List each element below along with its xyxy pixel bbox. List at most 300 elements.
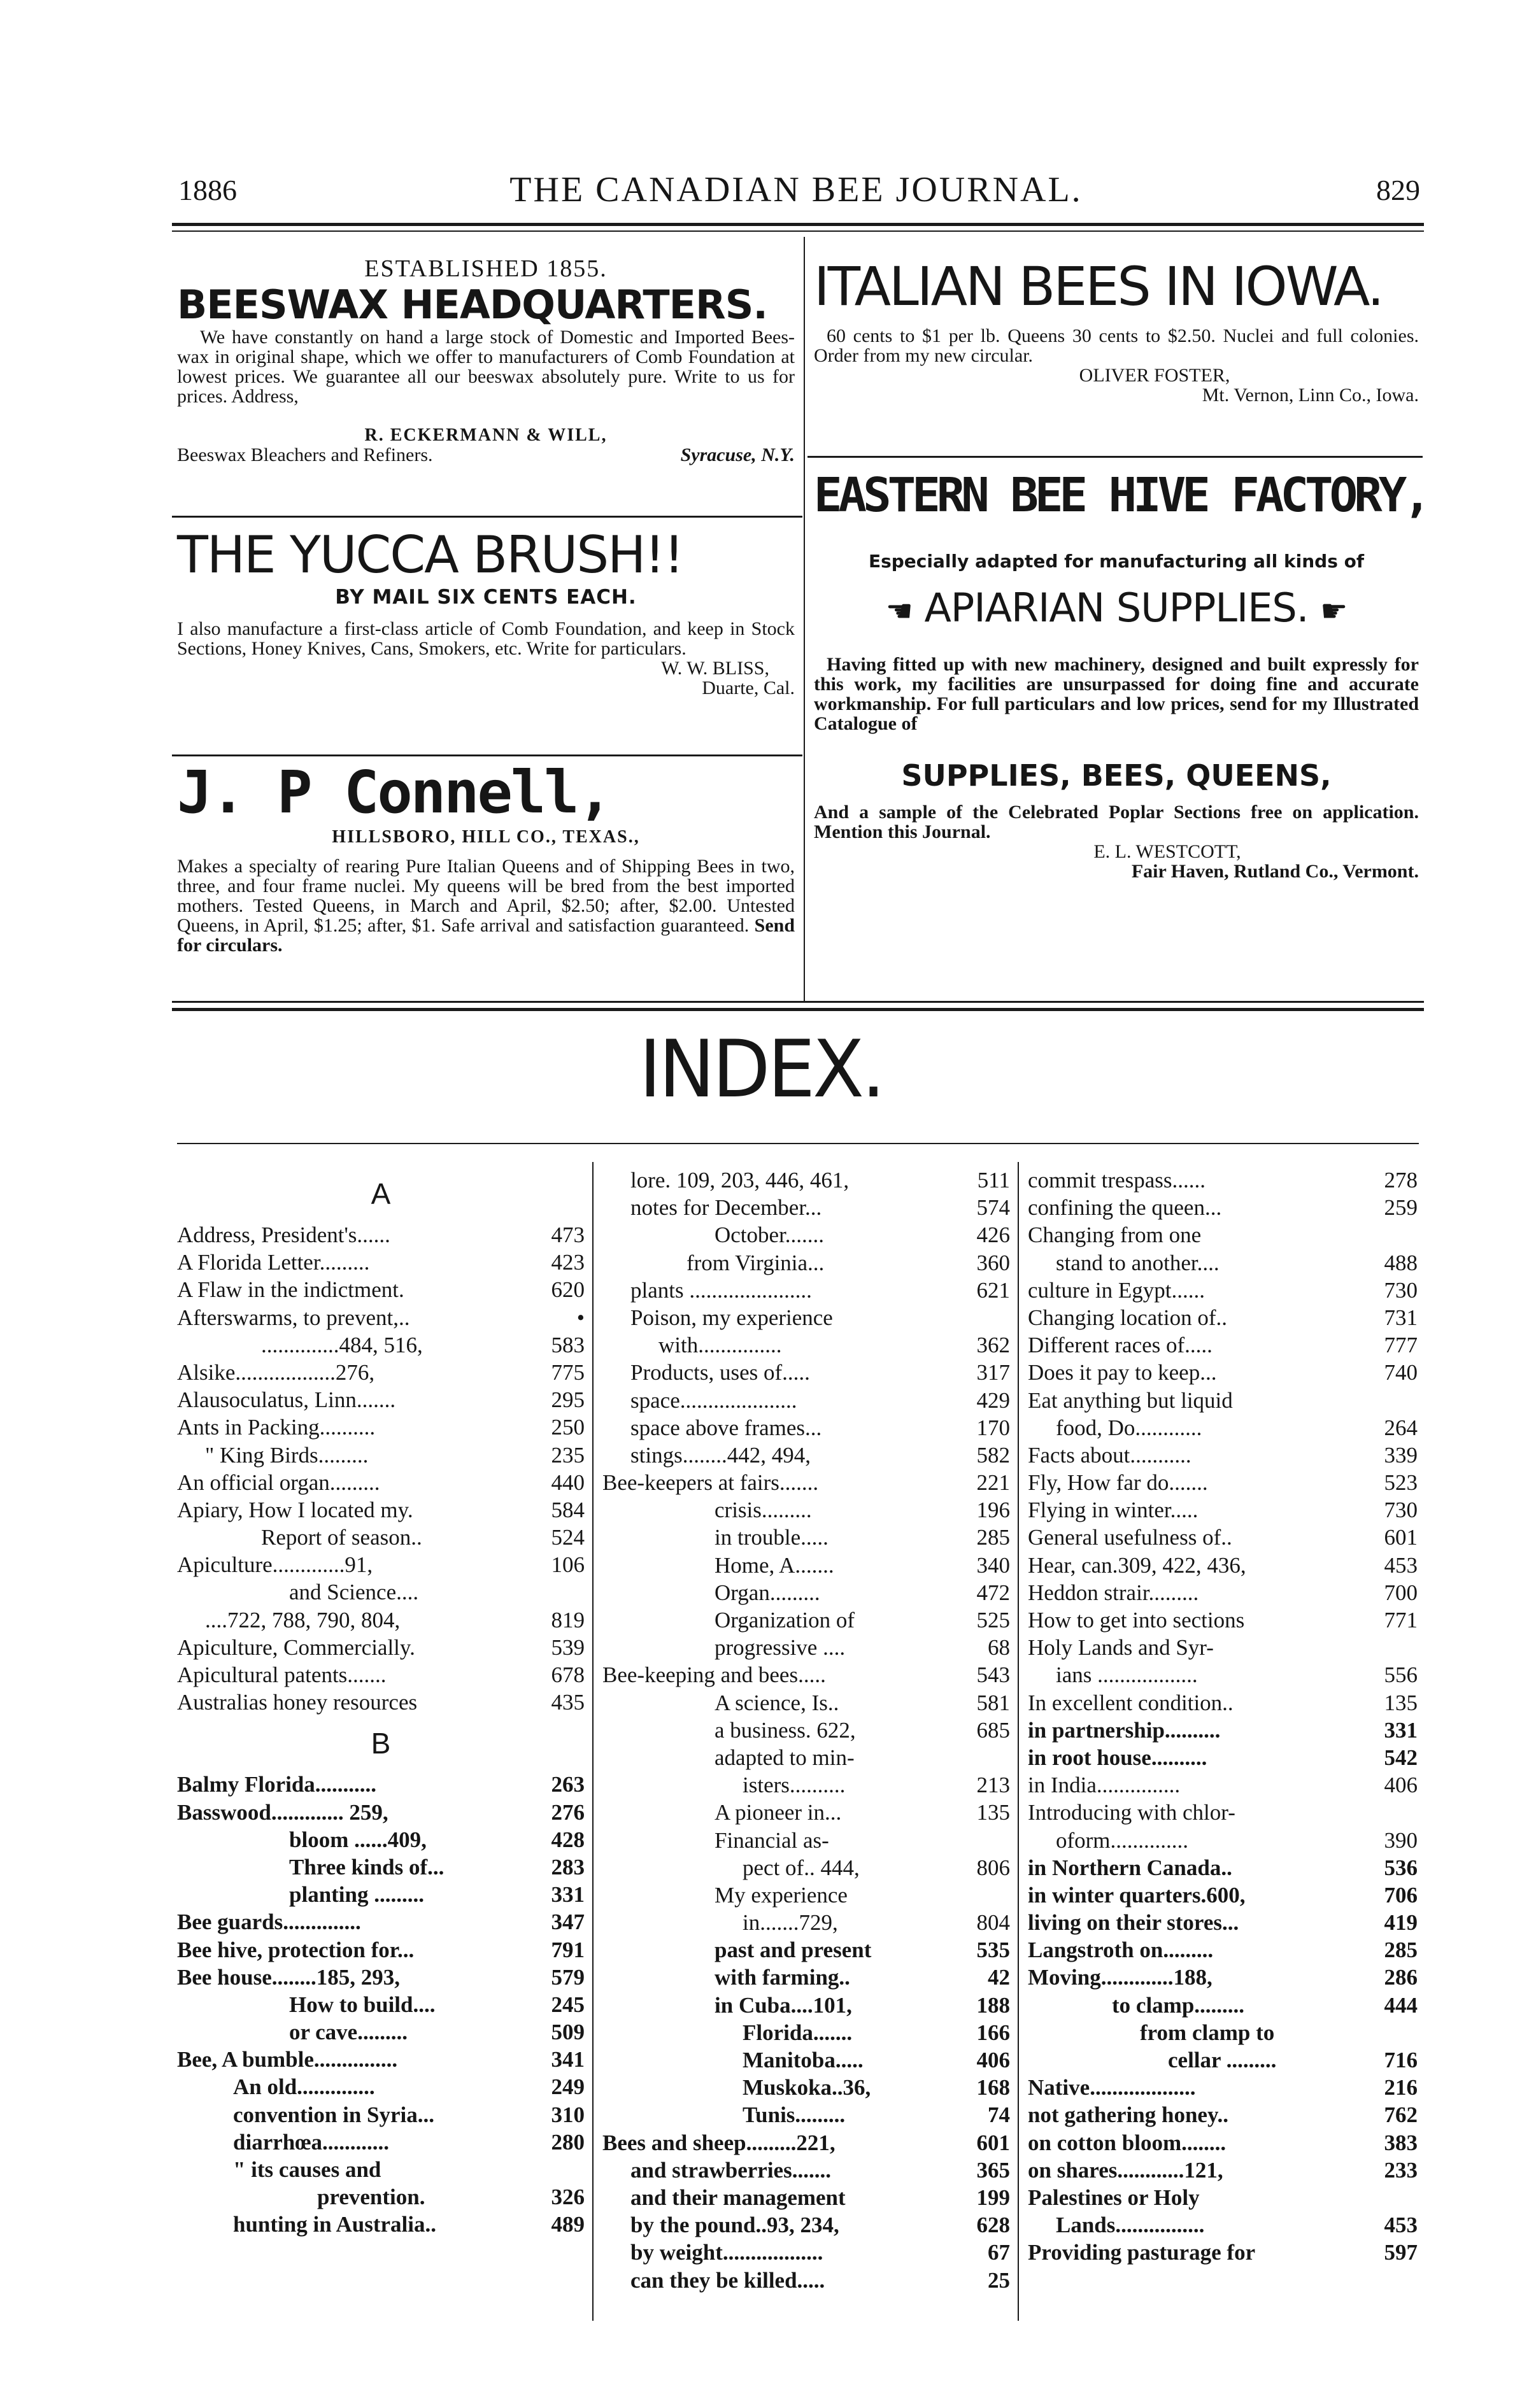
index-entry-page: 383 [1384, 2130, 1418, 2155]
index-entry [1028, 1524, 1418, 1551]
index-entry [1028, 1964, 1418, 1991]
index-entry-topic: Introducing with chlor- [1028, 1800, 1235, 1825]
index-entry-topic: on cotton bloom........ [1028, 2130, 1227, 2155]
index-entry [602, 1661, 1010, 1689]
index-entry-page: 419 [1384, 1910, 1418, 1936]
index-entry [1028, 1277, 1418, 1304]
ad-eastern-place: Fair Haven, Rutland Co., Vermont. [1131, 861, 1419, 882]
index-entry-topic: Palestines or Holy [1028, 2185, 1200, 2210]
index-entry-page: 601 [1384, 1525, 1418, 1550]
index-entry-topic: cellar ......... [1168, 2048, 1277, 2072]
index-entry-page: 700 [1384, 1580, 1418, 1605]
index-entry-topic: Fly, How far do....... [1028, 1470, 1208, 1496]
index-entry-page: 347 [551, 1909, 585, 1935]
index-entry [602, 2129, 1010, 2157]
index-entry-page: 581 [976, 1690, 1010, 1715]
index-entry-page: 440 [551, 1470, 585, 1495]
index-entry [602, 1414, 1010, 1441]
index-entry-page: 740 [1384, 1360, 1418, 1385]
index-entry-page: 285 [1384, 1937, 1418, 1963]
index-entry-page: 536 [1384, 1855, 1418, 1880]
index-entry-topic: Address, President's...... [177, 1222, 390, 1247]
index-entry [1028, 1827, 1418, 1854]
index-entry-topic: Holy Lands and Syr- [1028, 1635, 1214, 1661]
index-section-letter: B [371, 1727, 391, 1760]
index-entry-topic: An old.............. [233, 2074, 375, 2100]
index-entry-topic: in Cuba....101, [715, 1992, 852, 2018]
index-entry-page: 341 [551, 2047, 585, 2072]
index-entry [177, 2046, 585, 2073]
index-entry [602, 1331, 1010, 1359]
index-entry [1028, 1579, 1418, 1606]
index-entry-topic: a business. 622, [715, 1717, 856, 1743]
index-entry [602, 1909, 1010, 1936]
index-entry [602, 1827, 1010, 1854]
ad-yucca-headline: THE YUCCA BRUSH!! [177, 525, 683, 584]
index-entry [177, 1221, 585, 1249]
index-entry-topic: Changing from one [1028, 1222, 1202, 1248]
index-entry-topic: to clamp......... [1112, 1992, 1245, 2018]
index-entry [602, 1992, 1010, 2019]
index-entry-topic: hunting in Australia.. [233, 2212, 436, 2237]
index-entry-page: 339 [1384, 1442, 1418, 1468]
index-entry-page: 286 [1384, 1965, 1418, 1990]
index-column-divider [1018, 1162, 1019, 2321]
index-entry [602, 1194, 1010, 1221]
index-entry [602, 1689, 1010, 1717]
index-entry-topic: How to get into sections [1028, 1608, 1245, 1632]
index-entry-topic: Hear, can.309, 422, 436, [1028, 1552, 1246, 1578]
index-entry-topic: adapted to min- [715, 1745, 855, 1770]
index-entry [1028, 2019, 1418, 2046]
index-entry [1028, 2129, 1418, 2157]
ad-eastern-headline3: SUPPLIES, BEES, QUEENS, [901, 758, 1332, 793]
ad-italian-place: Mt. Vernon, Linn Co., Iowa. [1202, 385, 1419, 406]
index-entry-topic: A Florida Letter......... [177, 1250, 370, 1275]
index-entry-topic: commit trespass...... [1028, 1168, 1206, 1193]
index-entry [602, 2239, 1010, 2266]
index-entry [602, 1441, 1010, 1469]
index-entry [1028, 1304, 1418, 1331]
index-entry-topic: Apiculture, Commercially. [177, 1634, 415, 1660]
ad-yucca-brush [177, 526, 795, 698]
ad-italian-body: 60 cents to $1 per lb. Queens 30 cents to $2.50. Nuclei and full colonies. Order from my new circular. [814, 325, 1419, 366]
index-entry-topic: Eat anything but liquid [1028, 1387, 1233, 1413]
index-entry-page: 362 [976, 1333, 1010, 1358]
index-entry [1028, 1634, 1418, 1661]
header-rule-thin [172, 230, 1424, 232]
index-column-2 [602, 1166, 1010, 2294]
index-entry-topic: Bee house........185, 293, [177, 1964, 400, 1990]
index-entry [1028, 1717, 1418, 1744]
ad-italian-name: OLIVER FOSTER, [1079, 365, 1230, 386]
ad-yucca-name: W. W. BLISS, [661, 658, 769, 679]
index-entry [602, 2184, 1010, 2211]
index-entry-topic: lore. 109, 203, 446, 461, [630, 1168, 850, 1193]
index-entry-page: 628 [976, 2213, 1010, 2238]
ad-eastern-body: Having fitted up with new machinery, designed and built expressly for this work, my facilities are unsurpassed for doing fine and accurate workmanship. For full particulars and low prices, send for my Illustrated Catalogue of [814, 654, 1419, 734]
index-title: INDEX. [639, 1023, 883, 1115]
index-entry-page: 556 [1384, 1662, 1418, 1688]
ad-beeswax-footer [177, 445, 795, 465]
ads-bottom-rule [172, 1008, 1424, 1011]
index-entry [1028, 1992, 1418, 2019]
index-entry-page: 535 [976, 1937, 1010, 1963]
page-header [172, 169, 1420, 214]
ad-italian-headline: ITALIAN BEES IN IOWA. [814, 255, 1383, 318]
index-entry-topic: Does it pay to keep... [1028, 1360, 1217, 1385]
index-entry-topic: in winter quarters.600, [1028, 1882, 1246, 1908]
index-entry-page: 331 [551, 1882, 585, 1908]
index-entry [177, 1413, 585, 1441]
index-entry [602, 2267, 1010, 2294]
index-entry-topic: Apicultural patents....... [177, 1662, 387, 1687]
index-entry-topic: A science, Is.. [715, 1690, 839, 1715]
ad-eastern-factory [814, 465, 1428, 882]
index-entry-topic: and Science.... [289, 1580, 419, 1605]
index-entry-page: 196 [976, 1498, 1010, 1523]
index-entry-topic: diarrhœa............ [233, 2129, 389, 2155]
index-entry-topic: food, Do............ [1056, 1415, 1202, 1440]
index-entry-topic: Facts about........... [1028, 1442, 1191, 1468]
index-entry-topic: in trouble..... [715, 1525, 829, 1550]
index-entry [177, 2128, 585, 2156]
index-entry-page: 106 [551, 1552, 585, 1578]
index-entry-topic: Organization of [715, 1608, 855, 1632]
index-entry [602, 1606, 1010, 1634]
index-entry [602, 1744, 1010, 1771]
ad-italian-bees [814, 255, 1419, 405]
index-entry-page: 406 [976, 2048, 1010, 2072]
index-entry [1028, 1552, 1418, 1579]
index-entry-topic: Alausoculatus, Linn....... [177, 1387, 396, 1413]
ad-eastern-body2: And a sample of the Celebrated Poplar Sections free on application. Mention this Journal. [814, 802, 1419, 842]
index-entry-topic: Bee hive, protection for... [177, 1937, 415, 1962]
ad-connell-text: Makes a specialty of rearing Pure Italian Queens and of Shipping Bees in two, three, and four frame nuclei. My queens will be bred from the best imported mothers. Tested Queens, in March and April, $2.50; after, $2.00. Untested Queens, in April, $1.25; after, $1. Safe arrival and satisfaction guaranteed. [177, 856, 795, 936]
index-entry-page: 435 [551, 1690, 585, 1715]
index-entry-topic: with farming.. [715, 1965, 850, 1990]
index-entry-topic: Bee guards.............. [177, 1909, 361, 1935]
ad-beeswax-headline: BEESWAX HEADQUARTERS. [177, 281, 767, 328]
ad-yucca-sub: BY MAIL SIX CENTS EACH. [335, 586, 637, 609]
index-entry-page: 426 [976, 1222, 1010, 1248]
index-entry [602, 1881, 1010, 1909]
index-entry-topic: past and present [715, 1937, 872, 1963]
index-entry [177, 1771, 585, 1798]
index-entry-page: 730 [1384, 1498, 1418, 1523]
index-entry [177, 1441, 585, 1469]
index-entry-topic: in India............... [1028, 1773, 1181, 1798]
index-entry-topic: Report of season.. [261, 1525, 422, 1550]
index-entry [602, 1717, 1010, 1744]
index-entry-topic: Tunis......... [743, 2102, 846, 2128]
index-entry-page: 716 [1384, 2048, 1418, 2072]
index-entry [1028, 2101, 1418, 2128]
index-entry-page: 777 [1384, 1333, 1418, 1358]
index-rule [177, 1143, 1419, 1144]
index-entry [177, 1359, 585, 1386]
index-entry [602, 1771, 1010, 1799]
index-entry [177, 2211, 585, 2238]
index-entry-page: 259 [1384, 1195, 1418, 1221]
index-entry-page: 166 [976, 2020, 1010, 2045]
index-entry-page: 74 [988, 2102, 1010, 2128]
index-entry-page: 539 [551, 1634, 585, 1660]
index-entry [602, 1936, 1010, 1964]
index-entry-page: 25 [988, 2267, 1010, 2293]
index-entry-topic: ....722, 788, 790, 804, [205, 1607, 401, 1632]
index-entry-page: 317 [976, 1360, 1010, 1385]
index-entry-page: 283 [551, 1854, 585, 1880]
index-entry-topic: with............... [658, 1333, 782, 1358]
index-entry-topic: Flying in winter..... [1028, 1498, 1198, 1523]
index-entry [177, 1496, 585, 1524]
index-entry-topic: Poison, my experience [630, 1305, 833, 1330]
index-entry [1028, 1799, 1418, 1826]
index-entry-page: 685 [976, 1717, 1010, 1743]
index-entry-page: 582 [976, 1442, 1010, 1468]
index-entry-topic: space..................... [630, 1387, 797, 1413]
index-entry-topic: plants ...................... [630, 1277, 812, 1303]
ad-eastern-supplies [814, 584, 1419, 635]
ad-separator [172, 754, 802, 756]
index-entry [1028, 2211, 1418, 2239]
index-entry-page: 68 [988, 1635, 1010, 1661]
index-entry [602, 1964, 1010, 1991]
ad-connell-headline: J. P Connell, [177, 758, 611, 826]
index-column-divider [592, 1162, 594, 2321]
index-entry-page: 310 [551, 2102, 585, 2127]
index-entry-topic: Moving.............188, [1028, 1965, 1213, 1990]
index-entry [177, 1386, 585, 1413]
index-entry-topic: and their management [630, 2185, 846, 2210]
journal-title: THE CANADIAN BEE JOURNAL. [509, 170, 1083, 209]
index-entry-topic: Balmy Florida........... [177, 1772, 377, 1797]
index-entry-page: 473 [551, 1222, 585, 1247]
index-entry-topic: planting ......... [289, 1882, 424, 1908]
index-entry-topic: space above frames... [630, 1415, 822, 1440]
index-entry-page: • [576, 1305, 585, 1330]
index-entry-topic: confining the queen... [1028, 1195, 1222, 1221]
index-entry-topic: Three kinds of... [289, 1854, 445, 1880]
index-entry [1028, 1854, 1418, 1881]
index-entry [177, 1276, 585, 1303]
index-entry-topic: October....... [715, 1222, 825, 1248]
index-entry-page: 620 [551, 1277, 585, 1303]
index-entry-topic: An official organ......... [177, 1470, 380, 1495]
ad-connell-body [177, 856, 795, 955]
index-entry [1028, 1771, 1418, 1799]
index-entry-topic: crisis......... [715, 1498, 812, 1523]
hand-pointer-icon: ☚ [885, 593, 913, 629]
index-entry [177, 2101, 585, 2128]
index-entry [1028, 2184, 1418, 2211]
ad-beeswax-firm: R. ECKERMANN & WILL, [364, 425, 608, 445]
index-entry-page: 775 [551, 1359, 585, 1385]
index-entry-topic: in partnership.......... [1028, 1717, 1221, 1743]
ad-beeswax-trade: Beeswax Bleachers and Refiners. [177, 444, 433, 465]
index-entry-page: 453 [1384, 2213, 1418, 2238]
index-entry-topic: Bee-keeping and bees..... [602, 1662, 826, 1688]
index-entry [602, 2101, 1010, 2128]
index-entry-page: 574 [976, 1195, 1010, 1221]
ad-eastern-headline: EASTERN BEE HIVE FACTORY, [814, 468, 1428, 523]
index-entry-topic: pect of.. 444, [743, 1855, 860, 1880]
index-entry-topic: stand to another.... [1056, 1250, 1220, 1275]
index-entry [177, 1991, 585, 2018]
index-entry [1028, 1496, 1418, 1524]
index-entry-topic: ..............484, 516, [261, 1332, 423, 1357]
index-entry-page: 221 [976, 1470, 1010, 1496]
index-entry-page: 525 [976, 1608, 1010, 1632]
index-entry-page: 489 [551, 2212, 585, 2237]
index-entry-topic: A pioneer in... [715, 1800, 842, 1825]
index-entry [602, 2157, 1010, 2184]
index-entry-topic: and strawberries....... [630, 2157, 831, 2183]
index-entry [177, 1799, 585, 1826]
index-entry [1028, 2046, 1418, 2074]
index-entry-topic: My experience [715, 1882, 848, 1908]
index-entry-topic: Bees and sheep.........221, [602, 2130, 836, 2155]
index-entry-topic: Different races of..... [1028, 1333, 1213, 1358]
index-entry-topic: " its causes and [233, 2157, 381, 2182]
index-entry-page: 360 [976, 1250, 1010, 1275]
index-entry [177, 2156, 585, 2183]
index-entry-page: 390 [1384, 1827, 1418, 1853]
page-number: 829 [1376, 174, 1420, 206]
index-entry [1028, 1387, 1418, 1414]
index-entry-page: 250 [551, 1415, 585, 1440]
index-entry-topic: Apiary, How I located my. [177, 1497, 413, 1522]
index-entry [602, 1552, 1010, 1579]
index-entry-topic: by the pound..93, 234, [630, 2213, 839, 2238]
index-entry-page: 406 [1384, 1773, 1418, 1798]
index-entry-topic: In excellent condition.. [1028, 1690, 1234, 1715]
index-entry-topic: in Northern Canada.. [1028, 1855, 1232, 1880]
index-entry-topic: notes for December... [630, 1195, 822, 1221]
ad-eastern-name: E. L. WESTCOTT, [1093, 841, 1241, 862]
ad-connell-cta: Send for circulars. [177, 915, 795, 956]
index-entry-topic: A Flaw in the indictment. [177, 1277, 404, 1303]
index-entry-page: 42 [988, 1965, 1010, 1990]
index-entry-topic: General usefulness of.. [1028, 1525, 1232, 1550]
index-entry-topic: " King Birds......... [205, 1442, 369, 1468]
index-entry-topic: Afterswarms, to prevent,.. [177, 1305, 410, 1330]
index-entry [177, 1908, 585, 1936]
index-entry [1028, 2157, 1418, 2184]
index-entry-page: 331 [1384, 1717, 1418, 1743]
ad-beeswax-established: ESTABLISHED 1855. [364, 255, 608, 282]
index-entry-page: 472 [976, 1580, 1010, 1605]
index-entry [177, 1304, 585, 1331]
index-entry-topic: ians .................. [1056, 1662, 1198, 1688]
ad-separator [172, 516, 802, 518]
index-entry-page: 135 [976, 1800, 1010, 1825]
index-entry-page: 429 [976, 1387, 1010, 1413]
index-entry [602, 1854, 1010, 1881]
index-entry-topic: stings........442, 494, [630, 1442, 811, 1468]
index-entry-topic: prevention. [317, 2185, 425, 2210]
index-entry-topic: Muskoka..36, [743, 2075, 871, 2100]
index-entry-page: 509 [551, 2020, 585, 2045]
index-entry [1028, 1331, 1418, 1359]
index-entry-page: 285 [976, 1525, 1010, 1550]
index-entry-page: 523 [1384, 1470, 1418, 1496]
index-entry-topic: Native................... [1028, 2075, 1196, 2100]
index-entry-topic: Florida....... [743, 2020, 853, 2045]
index-entry-page: 249 [551, 2074, 585, 2100]
index-entry-topic: Financial as- [715, 1827, 829, 1853]
index-entry-page: 621 [976, 1277, 1010, 1303]
index-entry-topic: Australias honey resources [177, 1690, 418, 1715]
index-entry [177, 1469, 585, 1496]
index-entry-page: 678 [551, 1662, 585, 1687]
index-entry [602, 2019, 1010, 2046]
index-entry [602, 2046, 1010, 2074]
index-entry [177, 1578, 585, 1606]
index-entry-page: 706 [1384, 1882, 1418, 1908]
index-entry-topic: living on their stores... [1028, 1910, 1239, 1936]
index-entry [177, 1331, 585, 1359]
index-entry-topic: Apiculture.............91, [177, 1552, 373, 1578]
index-entry-page: 597 [1384, 2240, 1418, 2265]
index-entry [602, 1221, 1010, 1249]
index-entry-topic: in root house.......... [1028, 1745, 1207, 1770]
index-entry-page: 213 [976, 1773, 1010, 1798]
index-entry-page: 542 [1384, 1745, 1418, 1770]
ad-yucca-place: Duarte, Cal. [702, 677, 795, 698]
index-entry-page: 453 [1384, 1552, 1418, 1578]
ad-beeswax [177, 255, 795, 465]
index-entry [602, 1496, 1010, 1524]
ad-eastern-sub: Especially adapted for manufacturing all kinds of [868, 551, 1365, 572]
index-entry-page: 730 [1384, 1277, 1418, 1303]
index-entry-page: 276 [551, 1799, 585, 1825]
index-entry-page: 168 [976, 2075, 1010, 2100]
index-entry-page: 135 [1384, 1690, 1418, 1715]
index-entry-page: 444 [1384, 1992, 1418, 2018]
index-entry-topic: bloom ......409, [289, 1827, 427, 1852]
index-entry-page: 235 [551, 1442, 585, 1468]
ads-column-divider [804, 237, 805, 1001]
index-entry-topic: Langstroth on......... [1028, 1937, 1214, 1963]
index-entry-topic: from clamp to [1140, 2020, 1275, 2045]
index-entry [602, 1634, 1010, 1661]
index-entry-topic: Bee, A bumble............... [177, 2047, 398, 2072]
index-entry [177, 1881, 585, 1908]
index-entry-page: 819 [551, 1607, 585, 1632]
index-entry-page: 762 [1384, 2102, 1418, 2128]
index-entry-topic: Home, A....... [715, 1552, 834, 1578]
index-entry-topic: in.......729, [743, 1910, 838, 1936]
index-entry [177, 2018, 585, 2046]
index-entry [177, 1551, 585, 1578]
index-entry-page: 584 [551, 1497, 585, 1522]
index-entry-topic: by weight.................. [630, 2240, 823, 2265]
index-entry [1028, 2239, 1418, 2266]
index-entry-topic: Bee-keepers at fairs....... [602, 1470, 819, 1496]
index-entry [602, 1166, 1010, 1194]
index-entry [1028, 1249, 1418, 1277]
ad-separator [807, 456, 1423, 458]
index-entry-page: 216 [1384, 2075, 1418, 2100]
index-entry-page: 543 [976, 1662, 1010, 1688]
index-entry-page: 233 [1384, 2157, 1418, 2183]
index-entry [1028, 2074, 1418, 2101]
ad-eastern-headline2: APIARIAN SUPPLIES. [924, 584, 1309, 631]
index-entry [177, 2183, 585, 2211]
index-entry [1028, 1166, 1418, 1194]
